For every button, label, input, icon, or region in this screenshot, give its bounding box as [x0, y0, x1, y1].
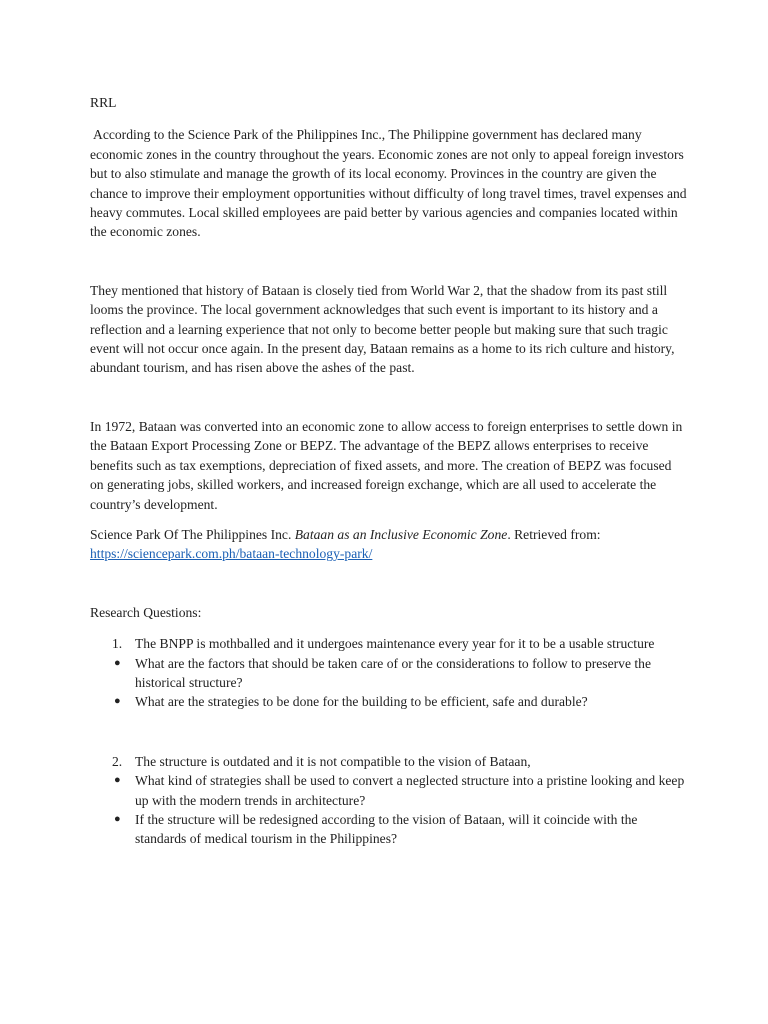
- paragraph-bataan-history: They mentioned that history of Bataan is closely tied from World War 2, that the shadow from its past still looms the province. The local government acknowledges that such event is important to its history and a reflection and a learning experience that not only to become better people but making sure that such tragic event will not occur once again. In the present day, Bataan remains as a home to its rich culture and history, abundant tourism, and has risen above the ashes of the past.: [90, 282, 675, 376]
- research-question-1-list: [90, 634, 688, 712]
- research-questions-heading: Research Questions:: [90, 604, 202, 620]
- citation-author: Science Park Of The Philippines Inc.: [90, 526, 295, 542]
- paragraph-bepz: In 1972, Bataan was converted into an economic zone to allow access to foreign enterprises to settle down in the Bataan Export Processing Zone or BEPZ. The advantage of the BEPZ allows enterprises to receive benefits such as tax exemptions, depreciation of fixed assets, and more. The creation of BEPZ was focused on generating jobs, skilled workers, and increased foreign exchange, which are all used to accelerate the country’s development.: [90, 418, 683, 512]
- research-question-1-text: The BNPP is mothballed and it undergoes maintenance every year for it to be a usable structure: [135, 636, 655, 652]
- sub-question: [90, 654, 688, 693]
- sub-question-text: If the structure will be redesigned according to the vision of Bataan, will it coincide with the standards of medical tourism in the Philippines?: [135, 811, 638, 847]
- paragraph-economic-zones: According to the Science Park of the Philippines Inc., The Philippine government has declared many economic zones in the country throughout the years. Economic zones are not only to appeal foreign investors but to also stimulate and manage the growth of its local economy. Provinces in the country are given the chance to improve their employment opportunities without difficulty of long travel times, travel expenses and heavy commutes. Local skilled employees are paid better by various agencies and companies located within the economic zones.: [90, 127, 687, 240]
- research-question-2-text: The structure is outdated and it is not compatible to the vision of Bataan,: [135, 753, 531, 769]
- citation-suffix: . Retrieved from:: [507, 526, 601, 542]
- sub-question-text: What kind of strategies shall be used to convert a neglected structure into a pristine looking and keep up with the modern trends in architecture?: [135, 773, 685, 808]
- research-question-2-list: [90, 752, 688, 849]
- sub-question-text: What are the factors that should be taken care of or the considerations to follow to preserve the historical structure?: [135, 655, 651, 690]
- spacer: [90, 712, 688, 752]
- citation-link[interactable]: https://sciencepark.com.ph/bataan-technology-park/: [90, 546, 373, 562]
- sub-question: [90, 810, 688, 849]
- research-question-1: [90, 634, 688, 653]
- bullet-icon: ●: [114, 774, 121, 787]
- heading-rrl: RRL: [90, 95, 117, 110]
- bullet-icon: ●: [114, 812, 121, 825]
- sub-question-text: What are the strategies to be done for the building to be efficient, safe and durable?: [135, 694, 588, 710]
- citation: [90, 525, 688, 564]
- list-number: 2.: [112, 753, 123, 769]
- sub-question: [90, 771, 688, 810]
- sub-question: [90, 692, 688, 711]
- list-number: 1.: [112, 636, 123, 652]
- citation-title: Bataan as an Inclusive Economic Zone: [294, 526, 508, 542]
- research-question-2: [90, 752, 688, 771]
- bullet-icon: ●: [114, 656, 121, 669]
- bullet-icon: ●: [114, 695, 121, 708]
